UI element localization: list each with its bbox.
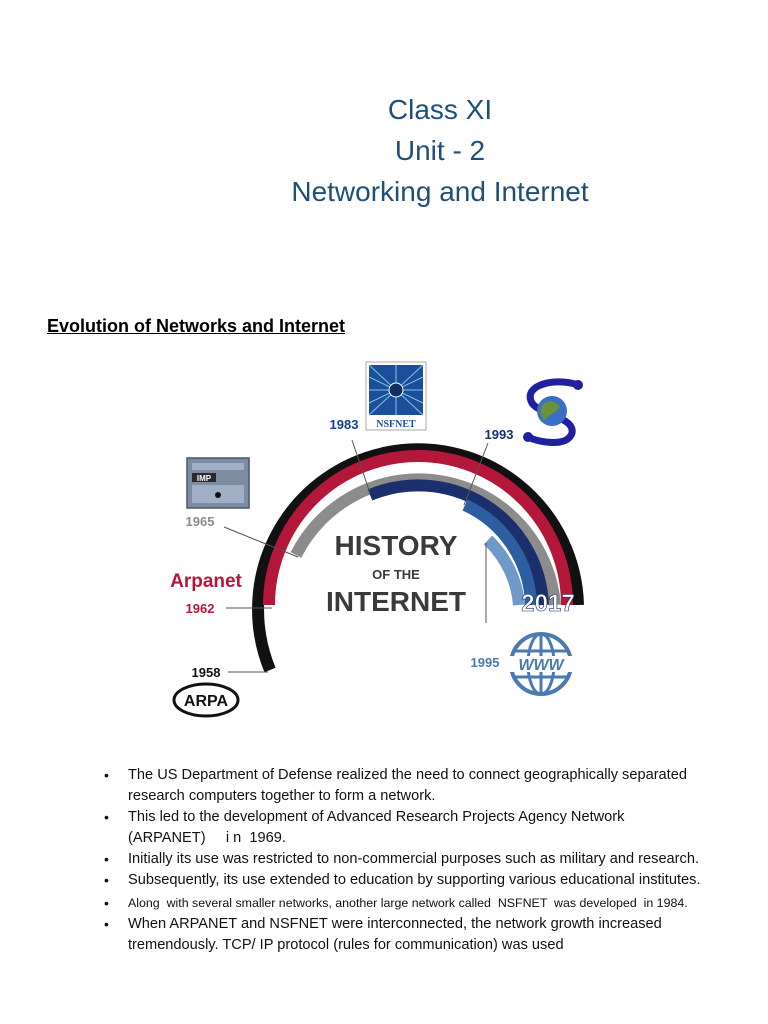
www-globe-icon [509, 634, 573, 694]
nsfnet-label-text: NSFNET [376, 419, 416, 430]
bullet-dot: • [104, 851, 109, 867]
bullet-text: Along with several smaller networks, another large network called NSFNET was developed in 1984. [128, 896, 688, 910]
bullet-list [104, 765, 704, 956]
year-label-1995: 1995 [470, 655, 500, 670]
year-label-1993: 1993 [484, 427, 514, 442]
section-heading: Evolution of Networks and Internet [47, 316, 346, 336]
bullet-item [104, 895, 704, 911]
bullet-item [104, 849, 704, 870]
bullet-dot: • [104, 767, 109, 783]
bullet-dot: • [104, 809, 109, 825]
bullet-item [104, 807, 704, 849]
figure-title-history: HISTORY [334, 530, 458, 561]
bullet-dot: • [104, 895, 109, 911]
bullet-item [104, 914, 704, 956]
title-line-unit: Unit - 2 [394, 135, 486, 166]
bullet-text: Subsequently, its use extended to education by supporting various educational institutes. [128, 872, 701, 888]
year-label-1965: 1965 [185, 514, 215, 529]
bullet-text: The US Department of Defense realized the need to connect geographically separated research computers together to form a network. [128, 767, 687, 804]
imp-computer-icon [187, 458, 249, 508]
figure-year-now: 2017 [521, 590, 575, 617]
bullet-dot: • [104, 872, 109, 888]
www-label-text: WWW [518, 657, 564, 674]
history-of-internet-figure [160, 355, 610, 725]
history-arc-graphic [160, 355, 610, 725]
figure-title-of-the: OF THE [372, 567, 420, 582]
title-line-class: Class XI [387, 94, 493, 125]
document-title [0, 89, 768, 212]
arpanet-logo-text: Arpanet [170, 571, 242, 592]
bullet-item [104, 765, 704, 807]
nsfnet-logo [366, 362, 426, 430]
year-label-1958: 1958 [191, 665, 221, 680]
arpa-logo [174, 684, 238, 716]
bullet-text: Initially its use was restricted to non-commercial purposes such as military and research. [128, 851, 700, 867]
bullet-dot: • [104, 916, 109, 932]
title-line-topic: Networking and Internet [291, 176, 589, 207]
arpa-logo-text: ARPA [183, 693, 229, 710]
figure-title-internet: INTERNET [326, 586, 466, 617]
mosaic-globe-icon [523, 380, 583, 443]
bullet-text: This led to the development of Advanced Research Projects Agency Network (ARPANET) i n 1969. [128, 809, 629, 846]
year-label-1962: 1962 [185, 601, 215, 616]
imp-label-text: IMP [196, 474, 212, 483]
bullet-text: When ARPANET and NSFNET were interconnected, the network growth increased tremendously. TCP/ IP protocol (rules for communication) was used [128, 916, 662, 953]
year-label-1983: 1983 [329, 417, 359, 432]
bullet-item [104, 870, 704, 891]
